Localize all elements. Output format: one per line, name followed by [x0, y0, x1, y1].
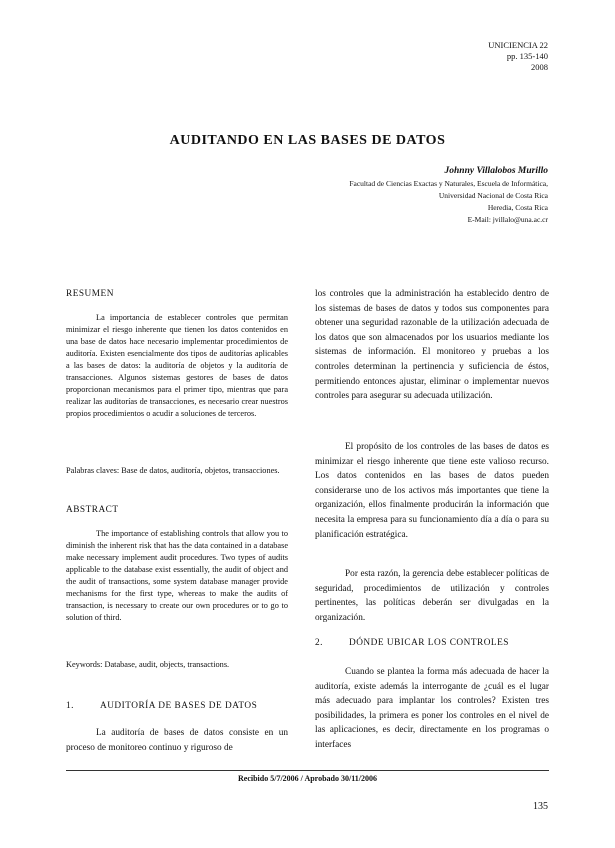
palabras-clave [66, 465, 288, 477]
right-para-2 [315, 440, 549, 542]
section1-heading: AUDITORÍA DE BASES DE DATOS [100, 701, 258, 711]
resumen-body [66, 312, 288, 420]
palabras-clave-text: Palabras claves: Base de datos, auditoría, objetos, transacciones. [66, 466, 280, 475]
right-para-3 [315, 567, 549, 625]
author-name: Johnny Villalobos Murillo [444, 166, 548, 176]
section1-text: La auditoría de bases de datos consiste en un proceso de monitoreo continuo y riguroso de [66, 728, 288, 753]
journal-year: 2008 [531, 62, 548, 72]
right-para-1 [315, 287, 549, 404]
abstract-text: The importance of establishing controls that allow you to diminish the inherent risk that has the data contained in a database make necessary implement audit procedures. Two types of audits applicable to the database exist essentially, the audit of object and the audit of transactions, some system database manager provide mechanisms for the first type, whereas to make the audits of transaction, is necessary to create our own procedures or to go to solution of third. [66, 529, 288, 622]
resumen-text: La importancia de establecer controles que permitan minimizar el riesgo inherente que tienen los datos contenidos en una base de datos hace necesario implementar procedimientos de auditoría. Existen esencialmente dos tipos de auditorías aplicables a las bases de datos: la auditoría de objetos y la auditoría de transacciones. Algunos sistemas gestores de bases de datos proporcionan mecanismos para el primer tipo, mientras que para realizar las auditorías de transacciones, es necesario crear nuestros propios procedimientos o acudir a soluciones de terceros. [66, 313, 288, 418]
section1-body [66, 726, 288, 755]
author-block [349, 165, 548, 226]
author-affiliation-2: Universidad Nacional de Costa Rica [438, 191, 548, 200]
right-para-3-text: Por esta razón, la gerencia debe establecer políticas de seguridad, procedimientos de utilización y controles pertinentes, las políticas deberán ser divulgadas en la organización. [315, 569, 549, 623]
section2-heading: DÓNDE UBICAR LOS CONTROLES [349, 638, 509, 648]
resumen-heading: RESUMEN [66, 289, 114, 299]
section1-number: 1. [66, 701, 74, 711]
section2-number: 2. [315, 638, 323, 648]
author-email: E-Mail: jvillalo@una.ac.cr [467, 215, 548, 224]
journal-info [488, 40, 548, 73]
right-para-2-text: El propósito de los controles de las bases de datos es minimizar el riesgo inherente que tiene este valioso recurso. Los datos contenidos en las bases de datos pueden considerarse uno de los activos más importantes que tiene la organización, ellos finalmente producirán la información que necesita la empresa para su funcionamiento día a día o para su planificación estratégica. [315, 442, 549, 540]
right-para-1-text: los controles que la administración ha establecido dentro de los sistemas de bases de datos y todos sus componentes para obtener una seguridad razonable de la utilización adecuada de los datos que son almacenados por los usuarios mediante los sistemas de información. El monitoreo y pruebas a los controles determinan la pertinencia y suficiencia de éstos, permitiendo entonces ajustar, eliminar o implementar nuevos controles para asegurar su adecuada utilización. [315, 289, 549, 402]
footer-rule [66, 770, 549, 771]
keywords [66, 659, 288, 671]
keywords-text: Keywords: Database, audit, objects, transactions. [66, 660, 230, 669]
journal-pages: pp. 135-140 [506, 51, 548, 61]
page-number: 135 [533, 801, 548, 812]
received-dates: Recibido 5/7/2006 / Aprobado 30/11/2006 [238, 774, 377, 783]
author-city: Heredia, Costa Rica [487, 203, 548, 212]
author-affiliation-1: Facultad de Ciencias Exactas y Naturales, Escuela de Informática, [349, 179, 548, 188]
paper-title: AUDITANDO EN LAS BASES DE DATOS [169, 133, 446, 148]
abstract-heading: ABSTRACT [66, 505, 119, 515]
right-para-4 [315, 665, 549, 753]
right-para-4-text: Cuando se plantea la forma más adecuada de hacer la auditoría, existe además la interrogante de ¿cuál es el lugar más adecuado para implantar los controles? Existen tres posibilidades, la primera es poner los controles en el nivel de las aplicaciones, es decir, directamente en los programas o interfaces [315, 667, 549, 750]
abstract-body [66, 528, 288, 624]
journal-name: UNICIENCIA 22 [488, 40, 548, 50]
